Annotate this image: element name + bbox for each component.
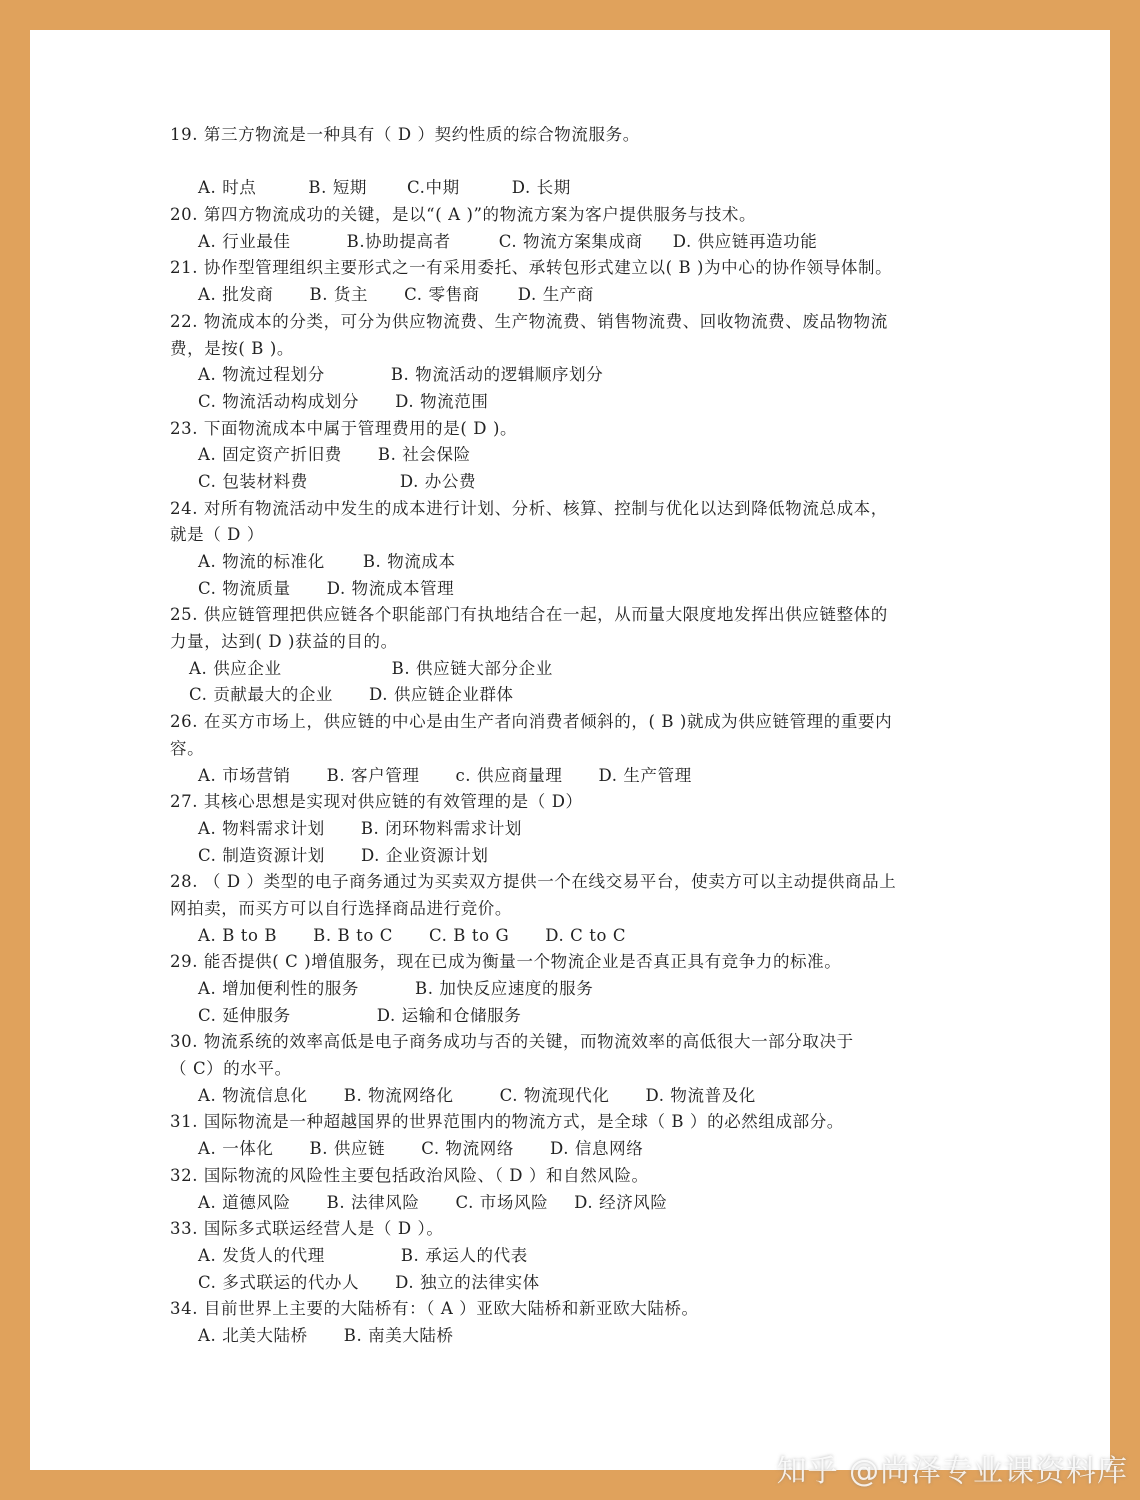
option-item: A. 一体化 bbox=[198, 1139, 274, 1159]
option-item: A. 发货人的代理 bbox=[198, 1245, 325, 1265]
options-row bbox=[170, 816, 1015, 843]
question-text-continued: 费，是按( B )。 bbox=[170, 338, 294, 358]
option-item: B.协助提高者 bbox=[346, 231, 451, 251]
option-item: D. 长期 bbox=[511, 178, 571, 198]
question-text: 34. 目前世界上主要的大陆桥有：（ A ）亚欧大陆桥和新亚欧大陆桥。 bbox=[170, 1299, 699, 1319]
option-item: C. 市场风险 bbox=[455, 1192, 549, 1212]
options-row bbox=[170, 469, 1015, 496]
question-text-continued: 就是（ D ） bbox=[170, 525, 264, 545]
options-row bbox=[170, 362, 1015, 389]
options-row bbox=[170, 656, 1015, 683]
option-item: D. 经济风险 bbox=[574, 1192, 668, 1212]
option-item: B. 法律风险 bbox=[326, 1192, 420, 1212]
option-item: B. 承运人的代表 bbox=[400, 1245, 528, 1265]
options-row bbox=[170, 389, 1015, 416]
option-item: B. 加快反应速度的服务 bbox=[415, 979, 594, 998]
option-item: C. 物流方案集成商 bbox=[498, 231, 643, 251]
options-row bbox=[170, 763, 1015, 790]
option-item: A. 增加便利性的服务 bbox=[198, 979, 360, 998]
option-item: C. 多式联运的代办人 bbox=[198, 1272, 360, 1292]
option-item: D. 生产商 bbox=[517, 285, 595, 305]
options-row bbox=[170, 843, 1015, 870]
option-item: D. 企业资源计划 bbox=[360, 845, 489, 865]
options-row bbox=[170, 1270, 1015, 1297]
option-item: C. B to G bbox=[428, 925, 510, 945]
options-row bbox=[170, 1003, 1015, 1030]
question-text: 32. 国际物流的风险性主要包括政治风险、（ D ）和自然风险。 bbox=[170, 1165, 649, 1185]
question-text-continued: 容。 bbox=[170, 738, 205, 758]
option-item: A. 北美大陆桥 bbox=[198, 1325, 308, 1345]
option-item: C. 延伸服务 bbox=[198, 1005, 291, 1025]
options-row bbox=[170, 682, 1015, 709]
options-row bbox=[170, 576, 1015, 603]
option-item: D. 物流范围 bbox=[395, 391, 489, 411]
options-row bbox=[170, 175, 1015, 202]
option-item: B. B to C bbox=[313, 925, 393, 945]
options-row bbox=[170, 229, 1015, 256]
question-text: 21. 协作型管理组织主要形式之一有采用委托、承转包形式建立以( B )为中心的协作领导体制。 bbox=[170, 258, 893, 278]
question-text: 27. 其核心思想是实现对供应链的有效管理的是（ D） bbox=[170, 792, 583, 812]
option-item: B. 客户管理 bbox=[326, 765, 420, 785]
option-item: C. 制造资源计划 bbox=[198, 845, 325, 865]
options-row bbox=[170, 442, 1015, 469]
question-text: 30. 物流系统的效率高低是电子商务成功与否的关键，而物流效率的高低很大一部分取决于 bbox=[170, 1032, 854, 1052]
options-row bbox=[170, 1243, 1015, 1270]
options-row bbox=[170, 1190, 1015, 1217]
question-text-continued: （ C）的水平。 bbox=[170, 1059, 292, 1079]
options-row bbox=[170, 549, 1015, 576]
question-text-continued: 力量，达到( D )获益的目的。 bbox=[170, 632, 398, 652]
option-item: B. 货主 bbox=[309, 285, 369, 305]
watermark: 知乎 @尚泽专业课资料库 bbox=[776, 1454, 1128, 1489]
options-row bbox=[170, 1323, 1015, 1350]
option-item: A. 物料需求计划 bbox=[198, 818, 325, 838]
question-text: 29. 能否提供( C )增值服务，现在已成为衡量一个物流企业是否真正具有竞争力的标准。 bbox=[170, 952, 842, 972]
option-item: D. C to C bbox=[545, 925, 627, 945]
question-text: 24. 对所有物流活动中发生的成本进行计划、分析、核算、控制与优化以达到降低物流总成本， bbox=[170, 498, 888, 518]
question-text: 28. （ D ）类型的电子商务通过为买卖双方提供一个在线交易平台，使卖方可以主动提供商品上 bbox=[170, 872, 897, 892]
question-text: 19. 第三方物流是一种具有（ D ）契约性质的综合物流服务。 bbox=[170, 125, 640, 144]
options-row bbox=[170, 282, 1015, 309]
option-item: A. 固定资产折旧费 bbox=[198, 445, 342, 465]
question-text: 26. 在买方市场上，供应链的中心是由生产者向消费者倾斜的，( B )就成为供应链管理的重要内 bbox=[170, 712, 893, 732]
option-item: D. 物流成本管理 bbox=[326, 578, 455, 598]
option-item: B. 物流成本 bbox=[362, 552, 456, 571]
option-item: A. 物流过程划分 bbox=[198, 365, 325, 385]
option-item: A. 物流的标准化 bbox=[198, 552, 325, 571]
question-text-continued: 网拍卖，而买方可以自行选择商品进行竞价。 bbox=[170, 898, 512, 918]
option-item: B. 供应链大部分企业 bbox=[391, 658, 553, 678]
option-item: B. 闭环物料需求计划 bbox=[360, 818, 523, 838]
option-item: C. 包装材料费 bbox=[198, 471, 308, 491]
option-item: A. 行业最佳 bbox=[198, 231, 291, 251]
option-item: A. 供应企业 bbox=[189, 658, 282, 678]
option-item: D. 物流普及化 bbox=[645, 1085, 756, 1105]
option-item: B. 短期 bbox=[308, 178, 368, 198]
options-row bbox=[170, 1083, 1015, 1110]
option-item: c. 供应商量理 bbox=[455, 765, 563, 785]
option-item: B. 物流活动的逻辑顺序划分 bbox=[390, 365, 604, 385]
option-item: A. 物流信息化 bbox=[198, 1085, 308, 1105]
options-row bbox=[170, 923, 1015, 950]
option-item: A. 批发商 bbox=[198, 285, 274, 305]
question-list bbox=[170, 122, 1015, 1350]
option-item: D. 生产管理 bbox=[598, 765, 692, 785]
question-text: 31. 国际物流是一种超越国界的世界范围内的物流方式，是全球（ B ）的必然组成部分。 bbox=[170, 1112, 844, 1132]
question-text: 25. 供应链管理把供应链各个职能部门有执地结合在一起，从而量大限度地发挥出供应链整体的 bbox=[170, 605, 888, 625]
option-item: A. 道德风险 bbox=[198, 1192, 291, 1212]
question-text: 33. 国际多式联运经营人是（ D ）。 bbox=[170, 1219, 444, 1239]
option-item: B. 物流网络化 bbox=[343, 1085, 454, 1105]
option-item: C. 物流网络 bbox=[421, 1139, 514, 1159]
option-item: C. 零售商 bbox=[404, 285, 480, 305]
option-item: C. 物流现代化 bbox=[499, 1085, 610, 1105]
option-item: A. 市场营销 bbox=[198, 765, 291, 785]
option-item: D. 供应链企业群体 bbox=[369, 685, 514, 705]
question-text: 23. 下面物流成本中属于管理费用的是( D )。 bbox=[170, 418, 518, 438]
option-item: C.中期 bbox=[407, 178, 460, 198]
option-item: C. 物流质量 bbox=[198, 578, 291, 598]
option-item: A. 时点 bbox=[198, 178, 257, 198]
question-text: 22. 物流成本的分类，可分为供应物流费、生产物流费、销售物流费、回收物流费、废品物物流 bbox=[170, 311, 888, 331]
option-item: C. 物流活动构成划分 bbox=[198, 391, 360, 411]
option-item: D. 独立的法律实体 bbox=[395, 1272, 540, 1292]
options-row bbox=[170, 976, 1015, 1003]
option-item: A. B to B bbox=[198, 925, 278, 945]
option-item: D. 运输和仓储服务 bbox=[376, 1005, 522, 1025]
question-text: 20. 第四方物流成功的关键，是以“( A )”的物流方案为客户提供服务与技术。 bbox=[170, 205, 757, 225]
option-item: B. 社会保险 bbox=[377, 445, 471, 465]
option-item: D. 信息网络 bbox=[549, 1139, 644, 1159]
option-item: B. 南美大陆桥 bbox=[343, 1325, 454, 1345]
document-page bbox=[30, 30, 1110, 1470]
option-item: D. 供应链再造功能 bbox=[672, 231, 818, 251]
options-row bbox=[170, 1136, 1015, 1163]
option-item: D. 办公费 bbox=[399, 471, 477, 491]
option-item: B. 供应链 bbox=[309, 1139, 386, 1159]
option-item: C. 贡献最大的企业 bbox=[189, 685, 334, 705]
